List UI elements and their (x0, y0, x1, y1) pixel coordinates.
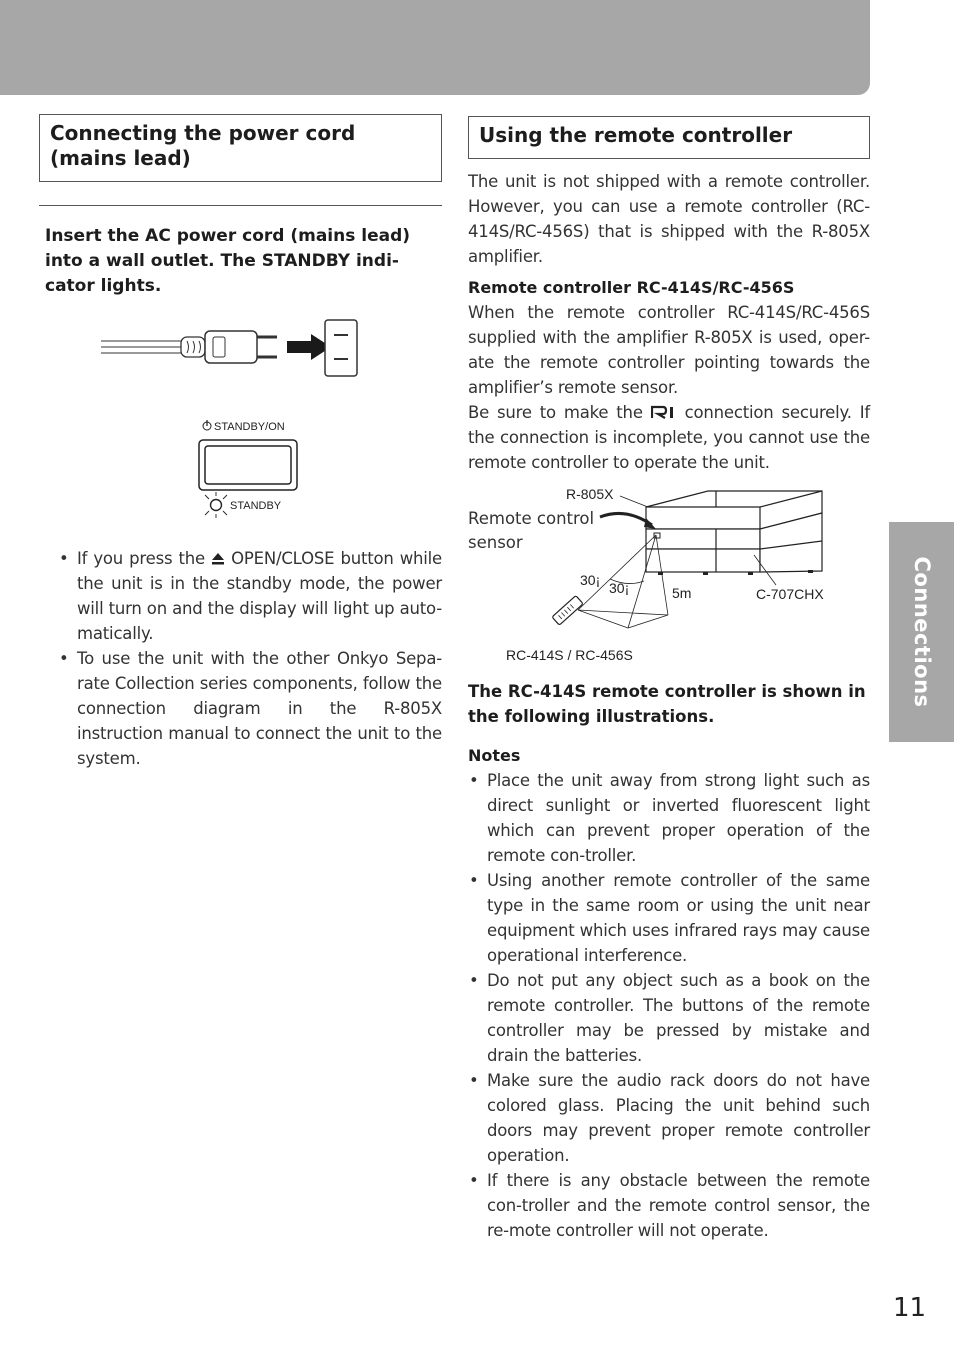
unit-label: C-707CHX (756, 586, 824, 602)
list-item: • Place the unit away from strong light such as direct sunlight or inverted fluorescent light which can prevent proper operation of the remote con-troller. (468, 768, 870, 868)
section-divider (39, 205, 442, 206)
list-item: • Do not put any object such as a book on the remote controller. The buttons of the remote controller may be pressed by mistake and drain the batteries. (468, 968, 870, 1068)
power-cord-heading: Connecting the power cord (mains lead) (39, 114, 442, 182)
notes-list (468, 768, 870, 1243)
angle-left-label: 30¡ (580, 572, 601, 588)
power-notes-list (58, 546, 442, 771)
distance-label: 5m (672, 585, 692, 601)
svg-text:RI: RI (650, 405, 652, 406)
list-item: • If there is any obstacle between the remote con-troller and the remote control sensor, the re-mote controller will not operate. (468, 1168, 870, 1243)
remote-paragraph: When the remote controller RC-414S/RC-456S supplied with the amplifier R-805X is used, oper-ate the remote controller pointing towards the amplifier’s remote sensor. (468, 303, 870, 397)
remote-range-diagram (468, 485, 870, 665)
remote-controller-heading: Using the remote controller (468, 116, 870, 159)
ri-connection-paragraph: Be sure to make the RI connection securely. If the connection is incomplete, you cannot use the remote controller to operate the unit. (468, 403, 870, 472)
amplifier-label: R-805X (566, 486, 614, 502)
remote-subheading: Remote controller RC-414S/RC-456S (468, 278, 795, 297)
eject-icon (211, 552, 225, 565)
notes-heading: Notes (468, 746, 521, 765)
angle-right-label: 30¡ (609, 580, 630, 596)
ri-logo-icon (651, 405, 677, 419)
header-band (0, 0, 870, 95)
list-item: • To use the unit with the other Onkyo Sepa-rate Collection series components, follow the connection diagram in the R-805X instruction manual to connect the unit to the system. (58, 646, 442, 771)
standby-panel-illustration (39, 415, 442, 527)
list-item: • Make sure the audio rack doors do not have colored glass. Placing the unit behind such doors may prevent proper remote controller operation. (468, 1068, 870, 1168)
left-column (39, 114, 442, 771)
standby-label: STANDBY (230, 500, 282, 512)
sensor-label: Remote control (468, 509, 595, 528)
power-cord-instruction: Insert the AC power cord (mains lead) into a wall outlet. The STANDBY indi-cator lights. (45, 226, 411, 296)
remote-label: RC-414S / RC-456S (506, 647, 633, 663)
illustration-caption: The RC-414S remote controller is shown in the following illustrations. (468, 682, 866, 726)
remote-intro-paragraph: The unit is not shipped with a remote controller. However, you can use a remote controller (RC-414S/RC-456S) that is shipped with the R-805X amplifier. (468, 172, 870, 266)
right-column (468, 116, 870, 1243)
sensor-label: sensor (468, 533, 523, 552)
standby-on-label: STANDBY/ON (214, 421, 285, 433)
power-plug-illustration (39, 319, 442, 399)
section-tab (889, 522, 954, 742)
page-number: 11 (893, 1293, 927, 1323)
section-tab-label: Connections (909, 556, 934, 708)
list-item: • If you press the OPEN/CLOSE button while the unit is in the standby mode, the power will turn on and the display will light up auto-matically. (58, 546, 442, 646)
list-item: • Using another remote controller of the same type in the same room or using the unit near equipment which uses infrared rays may cause operational interference. (468, 868, 870, 968)
